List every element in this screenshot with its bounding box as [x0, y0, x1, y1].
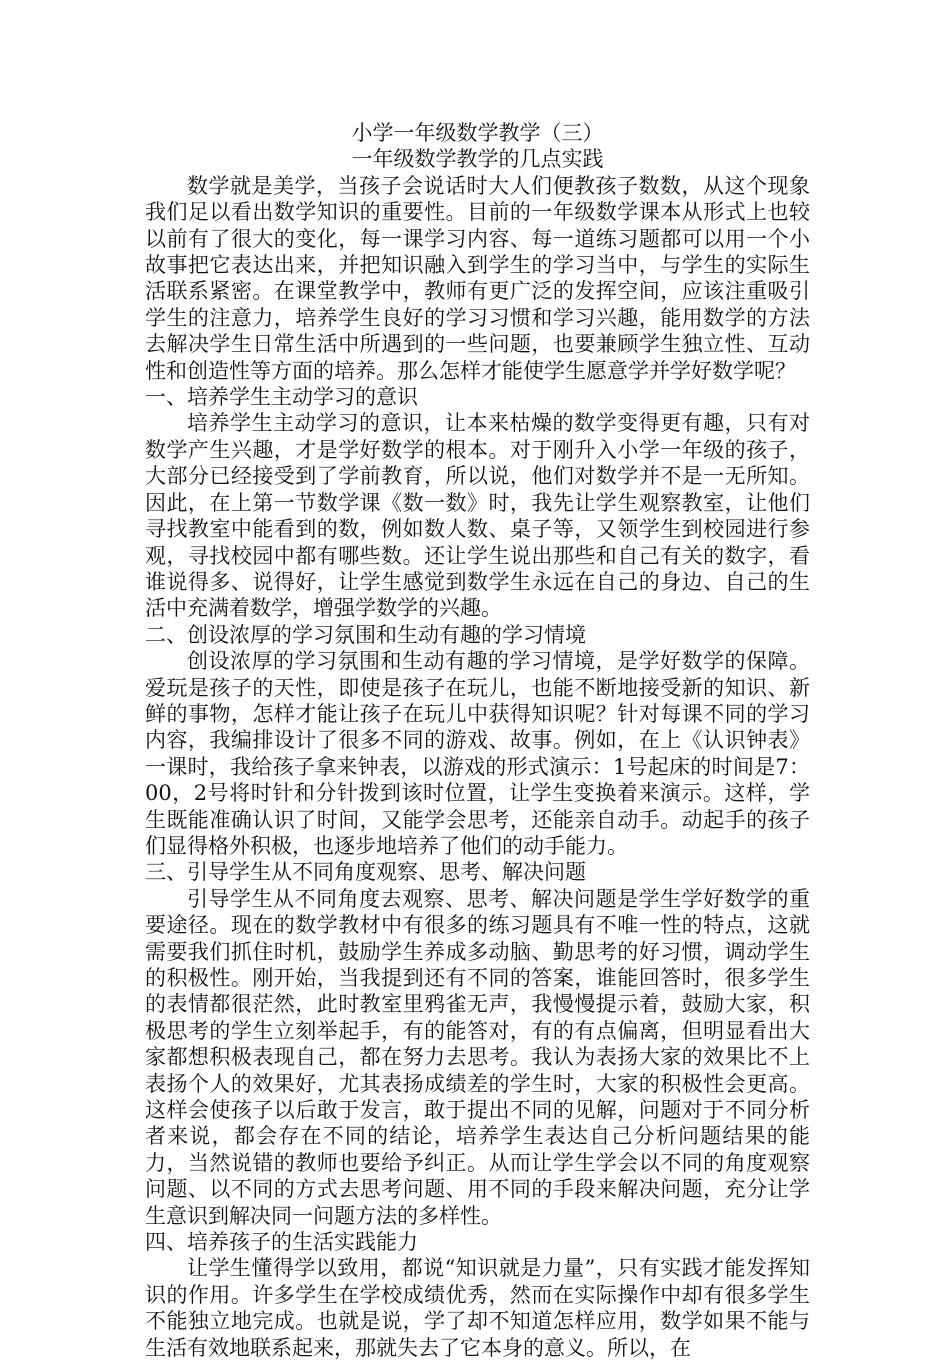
section-body-2: 创设浓厚的学习氛围和生动有趣的学习情境，是学好数学的保障。爱玩是孩子的天性，即使是孩子在玩儿，也能不断地接受新的知识、新鲜的事物，怎样才能让孩子在玩儿中获得知识呢？针对每课不同的学习内容，我编排设计了很多不同的游戏、故事。例如，在上《认识钟表》一课时，我给孩子拿来钟表，以游戏的形式演示：1号起床的时间是7：00，2号将时针和分针拨到该时位置，让学生变换着来演示。这样，学生既能准确认识了时间，又能学会思考，还能亲自动手。动起手的孩子们显得格外积极，也逐步地培养了他们的动手能力。: [145, 649, 810, 858]
section-body-3: 引导学生从不同角度去观察、思考、解决问题是学生学好数学的重要途径。现在的数学教材中有很多的练习题具有不唯一性的特点，这就需要我们抓住时机，鼓励学生养成多动脑、勤思考的好习惯，调动学生的积极性。刚开始，当我提到还有不同的答案，谁能回答时，很多学生的表情都很茫然，此时教室里鸦雀无声，我慢慢提示着，鼓励大家，积极思考的学生立刻举起手，有的能答对，有的有点偏离，但明显看出大家都想积极表现自己，都在努力去思考。我认为表扬大家的效果比不上表扬个人的效果好，尤其表扬成绩差的学生时，大家的积极性会更高。这样会使孩子以后敢于发言，敢于提出不同的见解，问题对于不同分析者来说，都会存在不同的结论，培养学生表达自己分析问题结果的能力，当然说错的教师也要给予纠正。从而让学生学会以不同的角度观察问题、以不同的方式去思考问题、用不同的手段来解决问题，充分让学生意识到解决同一问题方法的多样性。: [145, 886, 810, 1228]
section-heading-3: 三、引导学生从不同角度观察、思考、解决问题: [145, 860, 586, 885]
section-body-1: 培养学生主动学习的意识，让本来枯燥的数学变得更有趣，只有对数学产生兴趣，才是学好数学的根本。对于刚升入小学一年级的孩子，大部分已经接受到了学前教育，所以说，他们对数学并不是一无所知。因此，在上第一节数学课《数一数》时，我先让学生观察教室，让他们寻找教室中能看到的数，例如数人数、桌子等，又领学生到校园进行参观，寻找校园中都有哪些数。还让学生说出那些和自己有关的数字，看谁说得多、说得好，让学生感觉到数学生永远在自己的身边、自己的生活中充满着数学，增强学数学的兴趣。: [145, 411, 810, 621]
section-body-4: 让学生懂得学以致用，都说“知识就是力量”，只有实践才能发挥知识的作用。许多学生在学校成绩优秀，然而在实际操作中却有很多学生不能独立地完成。也就是说，学了却不知道怎样应用，数学如果不能与生活有效地联系起来，那就失去了它本身的意义。所以，在: [145, 1256, 810, 1360]
section-heading-1: 一、培养学生主动学习的意识: [145, 385, 418, 410]
document-title: 小学一年级数学教学（三）: [351, 121, 604, 145]
intro-paragraph: 数学就是美学，当孩子会说话时大人们便教孩子数数，从这个现象我们足以看出数学知识的重要性。目前的一年级数学课本从形式上也较以前有了很大的变化，每一课学习内容、每一道练习题都可以用一个小故事把它表达出来，并把知识融入到学生的学习当中，与学生的实际生活联系紧密。在课堂教学中，教师有更广泛的发挥空间，应该注重吸引学生的注意力，培养学生良好的学习习惯和学习兴趣，能用数学的方法去解决学生日常生活中所遇到的一些问题，也要兼顾学生独立性、互动性和创造性等方面的培养。那么怎样才能使学生愿意学并学好数学呢？: [145, 173, 810, 383]
section-heading-2: 二、创设浓厚的学习氛围和生动有趣的学习情境: [145, 622, 586, 647]
document-page: [145, 120, 810, 1361]
section-heading-4: 四、培养孩子的生活实践能力: [145, 1230, 418, 1255]
document-subtitle: 一年级数学教学的几点实践: [351, 147, 604, 172]
